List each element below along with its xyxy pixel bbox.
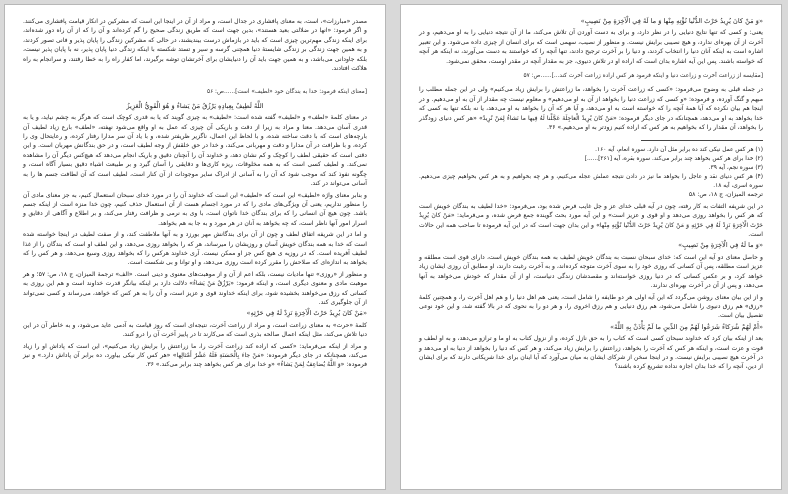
right-verse-4: «أَمْ لَهُمْ شُرَكاءُ شَرَعُوا لَهُمْ مِنَ الدِّينِ ما لَمْ يَأْذَنْ بِهِ اللَّهُ» (610, 322, 763, 331)
right-body-paragraph: در جمله قبلی به وضوح می‌فرمود: «کسی که زراعت آخرت را بخواهد، ما زراعتش را برایش زیاد می‌کنیم» ولی در این جمله مطلب را مبهم و گنگ آورده، و فرموده: «و کسی که زراعت دنیا را بخواهد از آن به او می‌دهیم» و معلوم نیست چه مقدار از آن به او می‌دهیم. و در اینجا هم بیان نکرده که آیا همهٔ آنچه را که خواسته است به او می‌دهد، و آیا هر که آن را بخواهد به او می‌دهد، یا نه بلکه تنها به کسی که خدا بخواهد به او می‌دهد، همچنانکه در جای دیگر فرموده: «مَنْ كانَ يُرِيدُ الْعاجِلَةَ عَجَّلْنا لَهُ فِيها ما نَشاءُ لِمَنْ نُرِيدُ» «هر کس دنیای زودگذر را بخواهد، آن مقدار را که بخواهیم به هر کس که اراده کنیم زودتر به او می‌دهیم.» ۳۶. (419, 86, 763, 132)
right-body-paragraph-5: بعد از اینکه بیان کرد که خداوند سبحان کسی است که کتاب را به حق نازل کرده، و از نزول کتاب به او ما و ترازو می‌دهد، و به او لطف و قوت و عزت است، و اینکه هر کس که آخرت را بخواهد، زراعتش را برایش زیاد می‌کند، و هر کس که دنیا را بخواهد از دنیا به او می‌دهد و در آخرت هیچ نصیبی برایش نیست. و در اینجا سخن از شرکای ایشان به میان می‌آورد که آیا اینان برای خدا شریکانی دارند که برای ایشان از دین، آنچه را که خدا بدان اجازه نداده تشریع کرده باشند؟ (419, 335, 763, 371)
footnote-4: (۴) هر کس دنیای نقد و عاجل را بخواهد ما نیز در دادن نتیجه عملش عجله می‌کنیم، و هر چه بخواهیم و به هر کس بخواهیم چیزی می‌دهیم. سوره اسری، آیه ۱۸. (419, 173, 763, 189)
left-body-paragraph-5: کلمهٔ «حرث» به معنای زراعت است، و مراد از زراعت آخرت، نتیجه‌ای است که روز قیامت به آدمی عاید می‌شود، و به خاطر آن در این دنیا تلاش می‌کند، مثل اینکه اعمال صالحه بذری است که می‌کارند تا در پاییز آخرت آن را درو کنند. (23, 321, 367, 339)
left-top-paragraph: مصدر «مبارزات»، است، به معنای پافشاری در جدال است، و مراد از آن در اینجا این است که مشرکین در انکار قیامت پافشاری می‌کنند. و اگر فرمود: «انها در ضلالتی بعید هستند»، بدین جهت است که طریق زندگی صحیح را گم کرده‌اند و آن را که از آن راه دور شده‌اند، برای اینکه زندگی مهم‌ترین چیزی است که باید در بازماش درست بیندیشند، در حالی که مشرکین زندگی را پایان پذیر و فانی تصور کردند، و به همین جهت زندگی بر زندگی شایستهٔ دنیا همچنی گرسه و سیر و تستد شکسته با اینکه زندگی دنیا پایان پذیر، نه با پایان پذیر نیست، بلکه جاودانی می‌باشد، و به همین جهت باید آن را دنیایشان برای آخرتشان توشه برگیرند، اما کفار راه را به خطا رفتند، و سرانجام به راه هلاکت افتادند. (23, 18, 367, 73)
page-reference-line: ترجمه المیزان، ج ۱۸، ص: ۵۸ (688, 191, 763, 199)
left-section-heading: [معنای اینکه فرمود: خدا به بندگان خود «لطیف» است]......ص: ۵۶ (206, 89, 367, 96)
right-body-paragraph-4: و از این بیان معنای روشن می‌گردد که این آیه اولی هر دو طایفه را شامل است، یعنی هم اهل دنیا را و هم اهل آخرت را، و همچنین کلمهٔ «رزق» هم رزق دنیوی را شامل می‌شود، هم رزق دنیایی و هم رزق اخروی را، و هر دو را به نحوی که در بالا گفته شد، و این خود نوعی تفصیل بیان است. (419, 293, 763, 320)
footnote-divider (641, 140, 763, 141)
right-body-paragraph-3: و حاصل معنای دو آیه این است که: خدای سبحان نسبت به بندگان خویش لطیف به همه بندگان خویش است، دارای قوی است مطلقه و عزیز است مطلقه، پس آن کسانی که روزی خود را به سوی آخرت متوجه کرده‌اند، و به آخرت رغبت دارند، او مطابق آن روزی ایشان زیاد خواهد کرد، و بر عکس کسانی که در دنیا روزی خواسته‌اند و مقصدشان زندگی دنیاست، او از آن مقدار که خودش می‌خواهد به آنها می‌دهد، و پس از آن در آخرت بهره‌ای ندارند. (419, 253, 763, 290)
right-verse-3: «وَ ما لَهُ فِي الْآخِرَةِ مِنْ نَصِيبٍ» (678, 241, 763, 250)
footnote-2: (۲) خدا برای هر کس بخواهد چند برابر می‌کند. سوره بقره، آیه [۲۶۱]......] (584, 156, 763, 163)
right-body-paragraph-2: در این شریفه التفات به کار رفته، چون در آیه قبلی خدای عز و جل غایب فرض شده بود، می‌فرمود: «خدا لطیف به بندگان خویش است که هر کس را بخواهد روزی می‌دهد و او قوی و عزیز است» و این آیه مورد بحث گوینده جمع فرض شده، و می‌فرماید: «مَنْ كانَ يُرِيدُ حَرْثَ الْآخِرَةِ نَزِدْ لَهُ فِي حَرْثِهِ وَ مَنْ كانَ يُرِيدُ حَرْثَ الدُّنْيا نُؤْتِهِ مِنْها» و این بدان جهت است که در این آیه فرموده تا صاحب همه این حالات است. (419, 202, 763, 239)
footnote-1: (۱) هر کس عمل نیکی کند ده برابر مثل آن دارد. سوره انعام، آیه ۱۶۰. (595, 147, 763, 154)
footnote-3: (۳) سوره نجم، آیه ۳۹. (708, 165, 763, 172)
left-verse: اللَّهُ لَطِيفٌ بِعِبادِهِ يَرْزُقُ مَنْ يَشاءُ وَ هُوَ الْقَوِيُّ الْعَزِيزُ (126, 101, 264, 110)
left-page (4, 4, 386, 490)
right-page (400, 4, 782, 490)
left-body-paragraph: در معنای کلمهٔ «لطف» و «لطیف» گفته شده است: «لطیف» به چیزی گویند که یا به قدری کوچک است که هرگز به چشم نیاید، و یا به قدری آسان می‌دهد. معنا و مراد به زیرا از دقت و باریکی آن چیزی که عمل به او واقع می‌شود نهفته، «لطف» بارع زیاد لطیف آن بارچه‌های است که با دقت ساخته شده، و با لحاظ این اعمال، ناگزیر ظریفتر شده، و با یاد آن سر مدارا رفتار کرده، و رعایتحال وی را کرده، و با ظرافت در آن مدارا و دقت و مهربانی می‌کند، و خدا در حق خلقش از وجه لطیف است، و در حق بندگانش مهربان است. و این دقتی است که حقیقی لطف را کوچک و کم نشان دهد، و خداوند آن را آنچنان دقیق و باریک انجام می‌دهد که هیچ‌کس دیگر آن را مشاهده نمی‌کند. و لطیف کسی است که به همه مخلوقات، ریزه کاری‌ها و دقایقی را آسان گیرد و بر طبیعت اشیاء دقیق بسیار آگاه است، و چگونه نفوذ کند که موجب شود که آن را به آسانی از ادراک سایر موجودات از آن کنار است، لطیف است که آن لطافت جسم ها را به آسانی می‌تواند در کند. (23, 114, 367, 188)
left-body-paragraph-2: و بنابر معنای واژه «لطیف» این است که «لطیف» این است که خداوند آن را در مورد خدای سبحان استعمال کنیم، به جز معنای مادی آن را منظور نداریم، یعنی آن ویژگی‌های مادی را که در مورد اجسام هست از آن استعمال حذف کنیم، چون خدا منزه است از اینکه جسم باشد. چون هیچ آن انسانی را که برای بندگان خدا ناتوان است، با وی به نرمی و ظرافت رفتار می‌کند، و بر اطلاع و آگاهی از دقایق و اسرار امور آنها ناظر است، که چه بخواهد به آنان در هر مورد و به جا به هم بخواهد. (23, 191, 367, 227)
right-top-verse: «وَ مَنْ كانَ يُرِيدُ حَرْثَ الدُّنْيا نُؤْتِهِ مِنْها وَ ما لَهُ فِي الْآخِرَةِ مِنْ نَصِيبٍ» (580, 17, 763, 25)
left-body-paragraph-6: و مراد از اینکه می‌فرماید: «کسی که اراده کند زراعت آخرت را، ما زراعتش را برایش زیاد می‌کنیم»، این است که پاداش او را زیاد می‌کند، همچنانکه در جای دیگر فرموده: «مَنْ جاءَ بِالْحَسَنَةِ فَلَهُ عَشْرُ أَمْثالِها» «هر کس کار نیکی بیاورد، ده برابر آن پاداش دارد.» و نیز فرموده: «وَ اللَّهُ يُضاعِفُ لِمَنْ يَشاءُ» «و خدا برای هر کس بخواهد چند برابر می‌کند.» ۳۶. (23, 342, 367, 369)
left-verse-2: «مَنْ كانَ يُرِيدُ حَرْثَ الْآخِرَةِ نَزِدْ لَهُ فِي حَرْثِهِ» (246, 309, 367, 318)
right-section-heading: [مقایسه از زراعت آخرت و زراعت دنیا و اینکه فرمود هر کس اراده زراعت آخرت کند...]......ص: ۵۷ (523, 73, 763, 80)
left-body-paragraph-4: و منظور از «روزی» تنها مادیات نیست، بلکه اعم از آن و از موهبت‌های معنوی و دینی است. «الف» ترجمهٔ المیزان، ج ۱۸، ص: ۵۷؛ و هر موهبت مادی و معنوی دیگری است، و اینکه فرمود: «يَرْزُقُ مَنْ يَشاءُ» دلالت دارد بر اینکه بیانگر قدرت خداوند است و هم این روزی به کسانی که رزق می‌خواهند بخشیده شود، برای اینکه خداوند قوی و عزیز است، و آن را به هر کس که خواهد، می‌رساند و کسی نمی‌تواند از آن جلوگیری کند. (23, 270, 367, 306)
right-top-paragraph: یعنی: و کسی که تنها نتایج دنیایی را در نظر دارد، و برای به دست آوردن آن تلاش می‌کند، ما از آن نتیجه دنیایی را به او می‌دهیم، و در آخرت از آن بهره‌ای ندارد، و هیچ نصیبی برایش نیست. و منظور از نصیب، سهمی است که برای انسان از چیزی داده می‌شود. و این تعبیر اشاره است به اینکه آنان دنیا را انتخاب کردند، و دنیا را بر آخرت ترجیح دادند، تنها آنچه را که خواستند به دست می‌آورند، نه اینکه هر آنچه که خواسته باشند. پس این آیه اشاره بدان است که اراده او در تلاش دنیوی، جز به مقدار آنچه در مقدر اوست، محقق نمی‌شود. (419, 29, 763, 65)
left-body-paragraph-3: و اما در این شریفه اتفاق لطف و چون از آن برای بندگانش مهر بورزد و به آنها ملاطفت کند، و از صفت لطیف در اینجا خواسته شده است که خدا به همه بندگان خویش آسان و روزیشان را میرساند، هر که را بخواهد روزی می‌دهد، و این لطف او است که بندگان را از غذا لطیف آفریده است. که در روزیه ی هیچ کس جز او ممکن نیست. آری خداوند هرکس را که بخواهد روزی وسیع می‌دهد، و هر کس را که بخواهد به اندازه‌ای که صلاحش را مقرر کرده است روزی می‌دهد، و او توانا و بی شکست است. (23, 231, 367, 267)
